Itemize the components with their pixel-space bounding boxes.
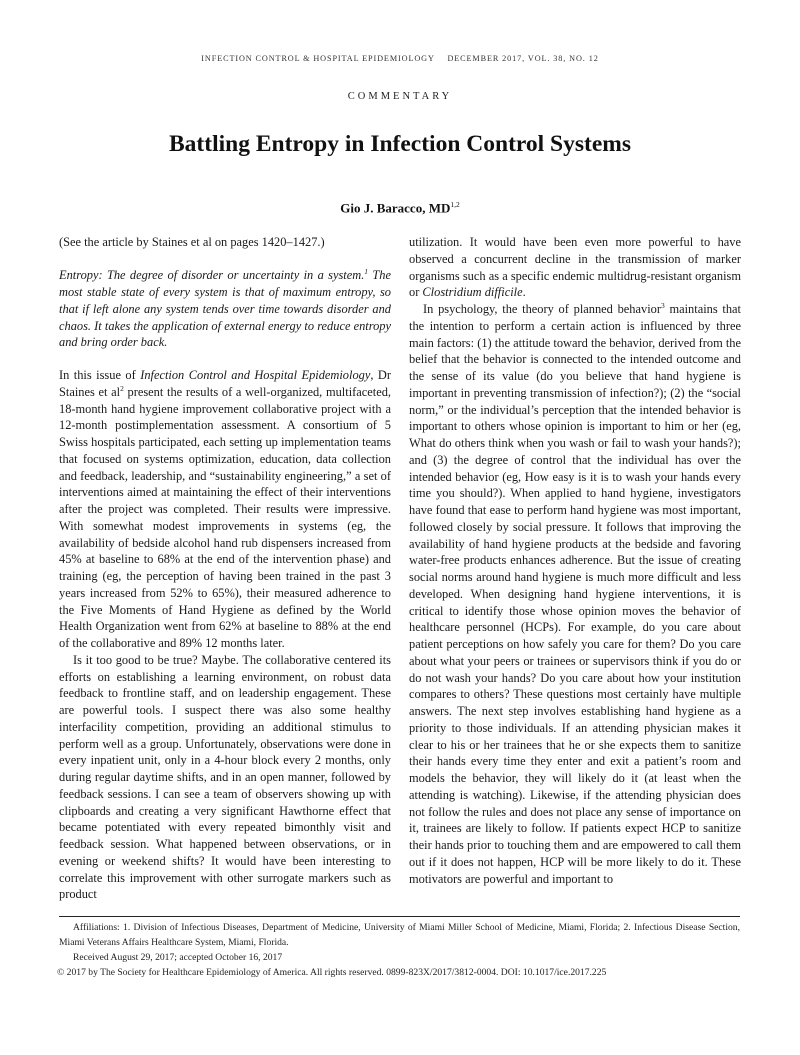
body-paragraph bbox=[409, 234, 741, 301]
left-column bbox=[59, 234, 391, 903]
right-column bbox=[409, 234, 741, 887]
epigraph bbox=[59, 267, 391, 351]
text-run: In this issue of bbox=[59, 368, 141, 382]
reference-mark: 2 bbox=[120, 383, 124, 393]
journal-name-italic: Infection Control and Hospital Epidemiology bbox=[140, 368, 371, 382]
running-head-journal: INFECTION CONTROL & HOSPITAL EPIDEMIOLOGY bbox=[201, 54, 435, 63]
running-head-issue: DECEMBER 2017, VOL. 38, NO. 12 bbox=[447, 54, 599, 63]
received-note: Received August 29, 2017; accepted October 16, 2017 bbox=[73, 952, 283, 963]
author-affiliation-marks: 1,2 bbox=[450, 200, 460, 209]
text-run: . bbox=[522, 285, 526, 300]
see-article-note: (See the article by Staines et al on pages 1420–1427.) bbox=[59, 235, 325, 249]
text-run: , Dr Staines et al bbox=[59, 368, 391, 399]
reference-mark: 1 bbox=[364, 267, 369, 277]
body-paragraph bbox=[59, 367, 391, 652]
text-run: maintains that the intention to perform a certain action is influenced by three main factors: (1) the attitude toward the behavior, derived from the belief that the behavior is connected to the intended outcome and the sense of its value (do you believe that hand hygiene is important in preventing transmission of infection?); (2) the “social norm,” or the individual’s perception that the intended behavior is important to others whose opinion is important to him or her (eg, What do others think when you wash or fail to wash your hands?); and (3) the degree of control that the individual has over the intended behavior (eg, How easy is it is to wash your hands every time you should?). When applied to hand hygiene, investigators have found that ease to perform hand hygiene was most important, followed closely by social pressure. It follows that improving the availability of hand hygiene products at the bedside and favoring water-free products enhances adherence. But the issue of creating social norms around hand hygiene is much more difficult and less developed. When designing hand hygiene interventions, it is critical to identify those whose opinion moves the behavior of healthcare personnel (HCPs). For example, do you care about patient perceptions on how safely you care for them? Do you care about what your peers or trainees or supervisors think if you do or do not wash your hands? Do you care about how your institution compares to others? These questions most certainly have multiple answers. The next step involves establishing hand hygiene as a priority to those individuals. If an attending physician makes it clear to his or her trainees that he or she expects them to sanitize their hands every time they enter and exit a patient’s room and models the behavior, they will likely do it (at least when the attending is watching). Likewise, if the attending physician does not follow the rules and does not place any sense of importance on it, trainees are likely to follow. If patients expect HCP to sanitize their hands prior to touching them and are empowered to call them out if it does not happen, HCP will be more likely to do it. These motivators are powerful and important to bbox=[409, 302, 741, 886]
article-title: Battling Entropy in Infection Control Systems bbox=[169, 131, 631, 157]
organism-name-italic: Clostridium difficile bbox=[422, 285, 523, 300]
epigraph-part2: The most stable state of every system is that of maximum entropy, so that if left alone any system tends over time towards disorder and chaos. It takes the application of external energy to reduce entropy and bring order back. bbox=[59, 268, 391, 350]
reference-mark: 3 bbox=[660, 300, 665, 310]
epigraph-part1: Entropy: The degree of disorder or uncertainty in a system. bbox=[59, 268, 365, 283]
text-run: utilization. It would have been even more powerful to have observed a concurrent decline in the transmission of marker organisms such as a specific endemic multidrug-resistant organism or bbox=[409, 235, 741, 300]
section-label: COMMENTARY bbox=[347, 91, 453, 102]
running-head bbox=[0, 54, 800, 63]
copyright-note: © 2017 by The Society for Healthcare Epidemiology of America. All rights reserved. 0899-823X/2017/3812-0004. DOI: 10.1017/ice.2017.225 bbox=[57, 967, 607, 978]
footnote-divider bbox=[59, 916, 740, 917]
author-line bbox=[0, 200, 800, 216]
footnotes bbox=[59, 920, 740, 980]
body-paragraph: Is it too good to be true? Maybe. The collaborative centered its efforts on establishing a learning environment, on robust data feedback to frontline staff, and on leadership engagement. These are powerful tools. I suspect there was also some healthy interfacility competition, providing an additional stimulus to perform well as a group. Unfortunately, observations were done in every inpatient unit, only in a 4-hour block every 2 months, only during regular daytime shifts, and in an open manner, followed by feedback sessions. I can see a team of observers showing up with clipboards and creating a very significant Hawthorne effect that became potentiated with every repeated bimonthly visit and feedback session. What happened between observations, or in evening or weekend shifts? It would have been interesting to correlate this improvement with other surrogate markers such as product bbox=[59, 652, 391, 902]
text-run: In psychology, the theory of planned behavior bbox=[423, 302, 661, 316]
text-run: present the results of a well-organized, multifaceted, 18-month hand hygiene improvement collaborative project with a 12-month postimplementation assessment. A consortium of 5 Swiss hospitals participated, each setting up implementation teams that focused on systems optimization, education, data collection and feedback, leadership, and “sustainability engineering,” a set of interventions aimed at maintaining the effect of their interventions after the project was completed. Their results were impressive. With somewhat modest improvements in systems (eg, the availability of bedside alcohol hand rub dispensers increased from 45% at baseline to 68% at the end of the intervention phase) and training (eg, the perception of having been trained in the past 3 years increased from 52% to 65%), their measured adherence to the Five Moments of Hand Hygiene as defined by the World Health Organization went from 62% at baseline to 88% at the end of the collaborative and 89% 12 months later. bbox=[59, 384, 391, 650]
author-name: Gio J. Baracco, MD bbox=[340, 200, 451, 216]
affiliations-note: Affiliations: 1. Division of Infectious Diseases, Department of Medicine, University of Miami Miller School of Medicine, Miami, Florida; 2. Infectious Disease Section, Miami Veterans Affairs Healthcare System, Miami, Florida. bbox=[59, 922, 740, 948]
body-paragraph bbox=[409, 301, 741, 887]
